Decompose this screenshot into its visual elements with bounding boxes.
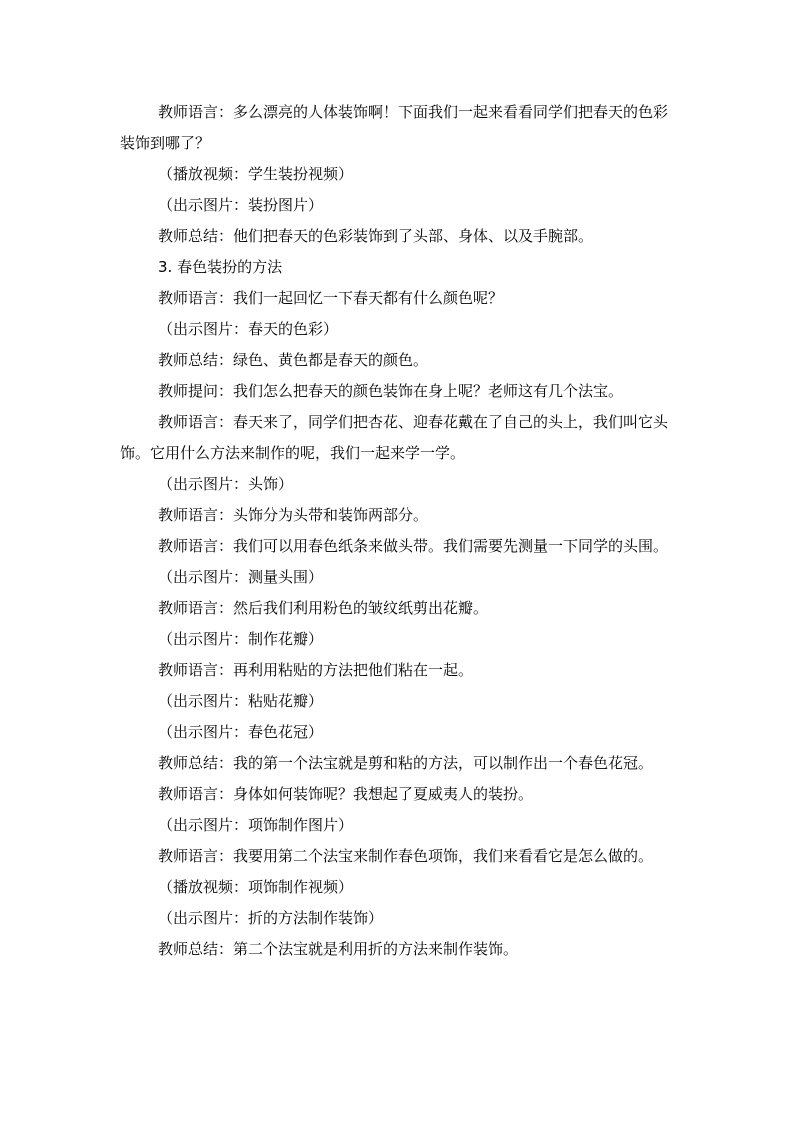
paragraph-6: 教师语言：我们一起回忆一下春天都有什么颜色呢？ [158,289,504,307]
paragraph-21: 教师语言：身体如何装饰呢？我想起了夏威夷人的装扮。 [158,785,534,803]
paragraph-8: 教师总结：绿色、黄色都是春天的颜色。 [158,351,429,369]
paragraph-10: 教师语言：春天来了，同学们把杏花、迎春花戴在了自己的头上，我们叫它头饰。它用什么方法来制作的呢，我们一起来学一学。 [120,413,669,462]
paragraph-22: （出示图片：项饰制作图片） [158,816,354,834]
paragraph-3: （出示图片：装扮图片） [158,196,324,214]
paragraph-26: 教师总结：第二个法宝就是利用折的方法来制作装饰。 [158,940,519,958]
paragraph-12: 教师语言：头饰分为头带和装饰两部分。 [158,506,429,524]
paragraph-1: 教师语言：多么漂亮的人体装饰啊！下面我们一起来看看同学们把春天的色彩装饰到哪了？ [120,103,669,152]
paragraph-14: （出示图片：测量头围） [158,568,324,586]
paragraph-2: （播放视频：学生装扮视频） [158,165,354,183]
paragraph-9: 教师提问：我们怎么把春天的颜色装饰在身上呢？老师这有几个法宝。 [158,382,624,400]
paragraph-25: （出示图片：折的方法制作装饰） [158,909,384,927]
paragraph-15: 教师语言：然后我们利用粉色的皱纹纸剪出花瓣。 [158,599,489,617]
paragraph-17: 教师语言：再利用粘贴的方法把他们粘在一起。 [158,661,474,679]
paragraph-13: 教师语言：我们可以用春色纸条来做头带。我们需要先测量一下同学的头围。 [158,537,669,555]
paragraph-16: （出示图片：制作花瓣） [158,630,324,648]
paragraph-11: （出示图片：头饰） [158,475,294,493]
paragraph-24: （播放视频：项饰制作视频） [158,878,354,896]
paragraph-7: （出示图片：春天的色彩） [158,320,339,338]
paragraph-23: 教师语言：我要用第二个法宝来制作春色项饰，我们来看看它是怎么做的。 [158,847,654,865]
section-heading: 3. 春色装扮的方法 [158,258,283,276]
paragraph-18: （出示图片：粘贴花瓣） [158,692,324,710]
document-page [120,97,680,965]
paragraph-19: （出示图片：春色花冠） [158,723,324,741]
paragraph-4: 教师总结：他们把春天的色彩装饰到了头部、身体、以及手腕部。 [158,227,594,245]
paragraph-20: 教师总结：我的第一个法宝就是剪和粘的方法，可以制作出一个春色花冠。 [158,754,654,772]
